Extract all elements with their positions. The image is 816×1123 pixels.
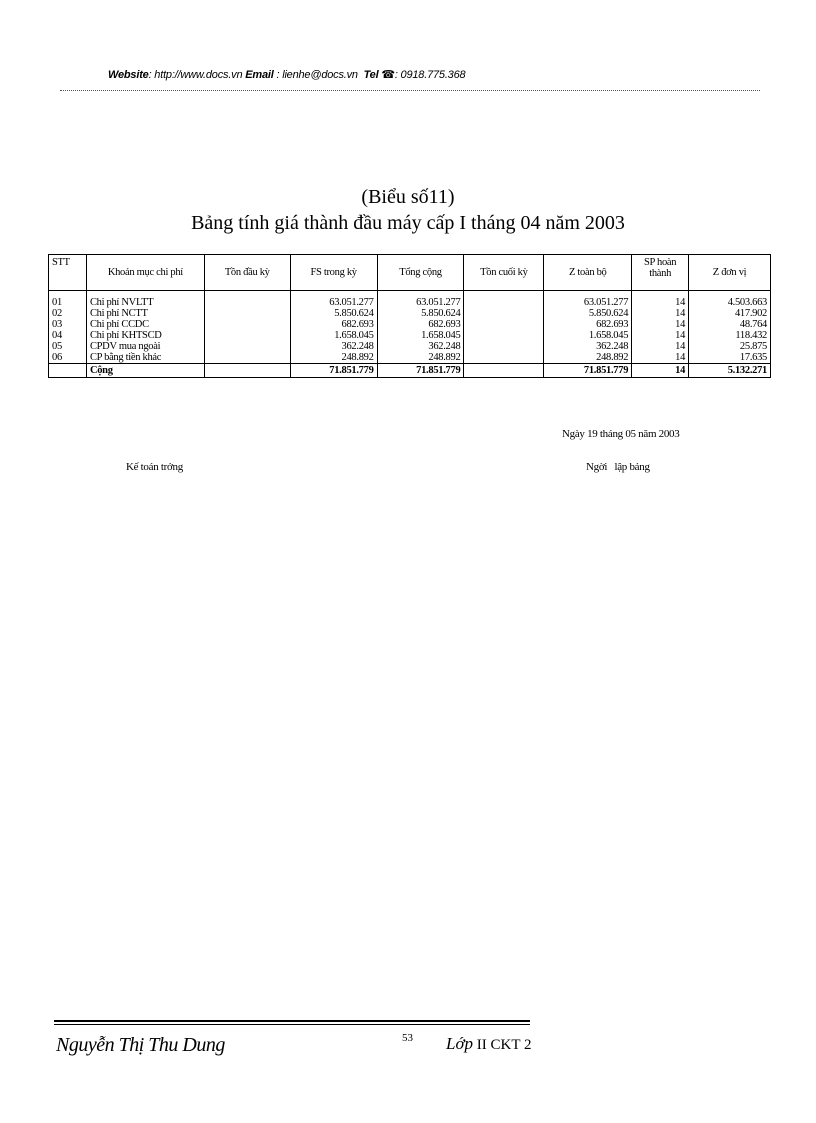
cell-total: 248.892 — [377, 352, 464, 364]
footer-author: Nguyễn Thị Thu Dung — [56, 1034, 225, 1056]
col-header-opening: Tồn đầu kỳ — [204, 255, 290, 291]
cell-z-total: 1.658.045 — [544, 330, 632, 341]
cell-fs: 63.051.277 — [290, 291, 377, 309]
footer-class — [446, 1034, 532, 1054]
cell-z-total: 63.051.277 — [544, 291, 632, 309]
cell-z-unit: 48.764 — [689, 319, 771, 330]
cell-fs: 71.851.779 — [290, 364, 377, 378]
footer-class-label: Lớp — [446, 1034, 474, 1053]
cell-stt: 02 — [49, 308, 87, 319]
cell-fs: 5.850.624 — [290, 308, 377, 319]
page-number: 53 — [402, 1032, 413, 1044]
email-label: Email — [245, 69, 274, 81]
header-divider — [60, 90, 760, 91]
cell-stt: 04 — [49, 330, 87, 341]
cell-stt: 03 — [49, 319, 87, 330]
phone-icon: ☎ — [381, 69, 395, 81]
cell-fs: 362.248 — [290, 341, 377, 352]
table-row — [49, 291, 771, 309]
cell-total: 682.693 — [377, 319, 464, 330]
cell-z-unit: 25.875 — [689, 341, 771, 352]
cell-sp: 14 — [632, 330, 689, 341]
cell-total: 71.851.779 — [377, 364, 464, 378]
tel-value: : 0918.775.368 — [394, 69, 466, 81]
col-header-stt: STT — [49, 255, 87, 291]
col-header-fs: FS trong kỳ — [290, 255, 377, 291]
cell-sp: 14 — [632, 352, 689, 364]
signature-chief-accountant: Kế toán trởng — [126, 461, 183, 473]
cell-sp: 14 — [632, 319, 689, 330]
cell-closing — [464, 341, 544, 352]
cell-sp: 14 — [632, 341, 689, 352]
cell-opening — [204, 364, 290, 378]
table-row — [49, 308, 771, 319]
cell-sp: 14 — [632, 308, 689, 319]
cell-closing — [464, 364, 544, 378]
website-value: : http://www.docs.vn — [148, 69, 243, 81]
col-header-z-total: Z toàn bộ — [544, 255, 632, 291]
cell-sp: 14 — [632, 291, 689, 309]
cell-item: Chi phí CCDC — [86, 319, 204, 330]
cell-fs: 1.658.045 — [290, 330, 377, 341]
cell-opening — [204, 291, 290, 309]
col-header-z-unit: Z đơn vị — [689, 255, 771, 291]
cell-total: 5.850.624 — [377, 308, 464, 319]
footer-class-value: II CKT 2 — [473, 1037, 532, 1053]
cell-total: 63.051.277 — [377, 291, 464, 309]
page-header — [108, 68, 465, 81]
cell-z-unit: 17.635 — [689, 352, 771, 364]
cell-z-total: 71.851.779 — [544, 364, 632, 378]
cell-closing — [464, 330, 544, 341]
cell-fs: 248.892 — [290, 352, 377, 364]
cell-closing — [464, 319, 544, 330]
cell-z-total: 5.850.624 — [544, 308, 632, 319]
cell-closing — [464, 291, 544, 309]
cell-item: Chi phí NCTT — [86, 308, 204, 319]
cost-table — [48, 254, 771, 378]
cell-opening — [204, 341, 290, 352]
cell-fs: 682.693 — [290, 319, 377, 330]
cell-z-unit: 118.432 — [689, 330, 771, 341]
tel-label: Tel — [363, 69, 379, 81]
cell-z-unit: 5.132.271 — [689, 364, 771, 378]
cell-z-total: 248.892 — [544, 352, 632, 364]
table-row — [49, 330, 771, 341]
table-row — [49, 352, 771, 364]
cell-stt: 05 — [49, 341, 87, 352]
cell-opening — [204, 352, 290, 364]
cell-opening — [204, 330, 290, 341]
footer-divider — [54, 1020, 530, 1022]
email-value: : lienhe@docs.vn — [276, 69, 358, 81]
cell-item: Chi phí KHTSCD — [86, 330, 204, 341]
signature-preparer: Ngời lập bảng — [586, 461, 650, 473]
cell-stt: 01 — [49, 291, 87, 309]
table-row — [49, 341, 771, 352]
cell-z-unit: 4.503.663 — [689, 291, 771, 309]
cell-stt: 06 — [49, 352, 87, 364]
cell-item: Cộng — [86, 364, 204, 378]
cell-closing — [464, 308, 544, 319]
cell-total: 1.658.045 — [377, 330, 464, 341]
cell-z-total: 362.248 — [544, 341, 632, 352]
website-label: Website — [108, 69, 149, 81]
table-row — [49, 319, 771, 330]
cell-item: CPDV mua ngoài — [86, 341, 204, 352]
cell-item: CP bằng tiền khác — [86, 352, 204, 364]
col-header-closing: Tồn cuối kỳ — [464, 255, 544, 291]
cell-total: 362.248 — [377, 341, 464, 352]
col-header-item: Khoản mục chi phí — [86, 255, 204, 291]
cell-z-unit: 417.902 — [689, 308, 771, 319]
cell-closing — [464, 352, 544, 364]
table-total-row — [49, 364, 771, 378]
cell-opening — [204, 308, 290, 319]
table-header-row — [49, 255, 771, 291]
cell-opening — [204, 319, 290, 330]
cell-sp: 14 — [632, 364, 689, 378]
doc-title: Bảng tính giá thành đầu máy cấp I tháng 04 năm 2003 — [191, 212, 625, 234]
col-header-sp: SP hoàn thành — [632, 255, 689, 291]
doc-subtitle: (Biểu số11) — [361, 186, 455, 208]
signature-date: Ngày 19 tháng 05 năm 2003 — [562, 428, 680, 440]
cell-z-total: 682.693 — [544, 319, 632, 330]
cell-item: Chi phí NVLTT — [86, 291, 204, 309]
footer-divider-thin — [54, 1024, 530, 1025]
cell-stt — [49, 364, 87, 378]
col-header-total: Tổng cộng — [377, 255, 464, 291]
